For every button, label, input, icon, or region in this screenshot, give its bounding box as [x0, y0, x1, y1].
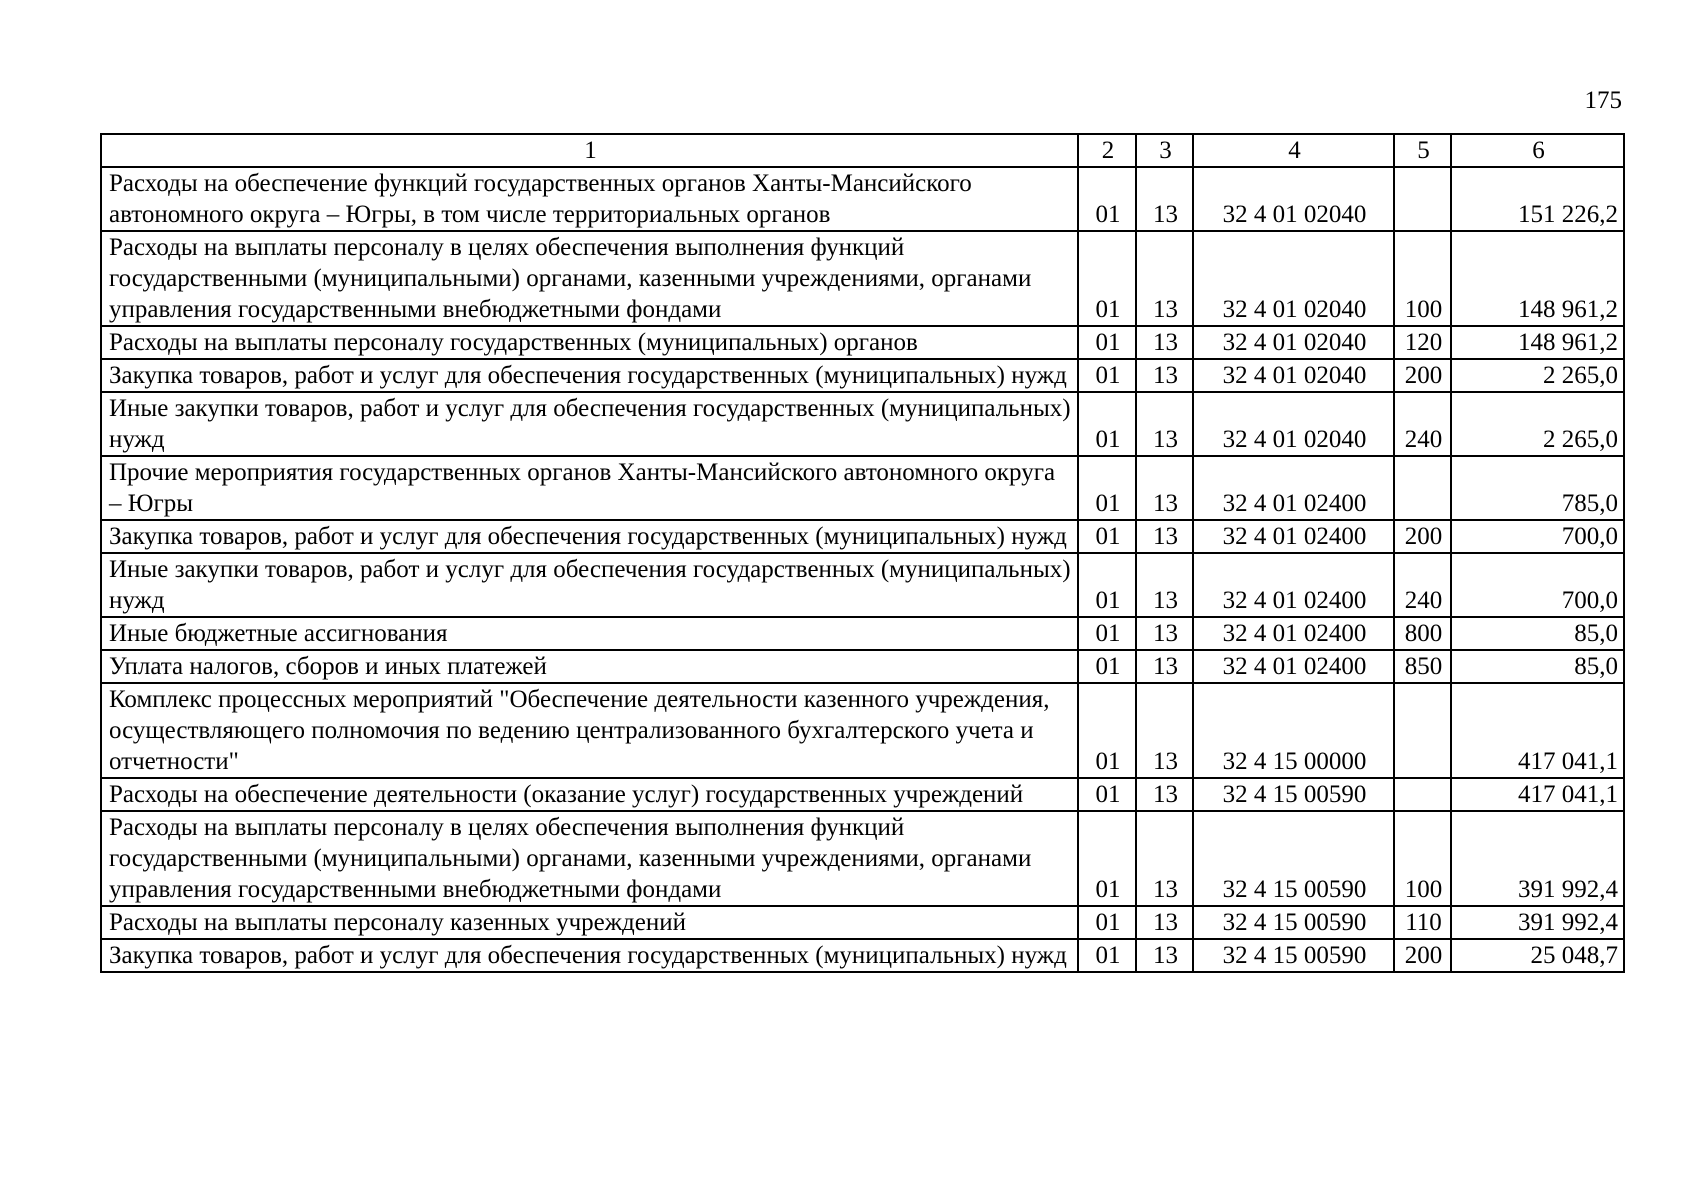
row-description: Иные бюджетные ассигнования — [101, 617, 1078, 650]
row-section: 01 — [1078, 939, 1136, 972]
budget-table — [100, 133, 1625, 973]
table-row — [101, 392, 1624, 456]
row-amount: 785,0 — [1451, 456, 1624, 520]
row-section: 01 — [1078, 650, 1136, 683]
row-amount: 417 041,1 — [1451, 778, 1624, 811]
column-header: 2 — [1078, 134, 1136, 167]
row-expense-type: 120 — [1394, 326, 1451, 359]
row-amount: 391 992,4 — [1451, 906, 1624, 939]
row-amount: 85,0 — [1451, 650, 1624, 683]
row-subsection: 13 — [1136, 650, 1193, 683]
row-target-article: 32 4 01 02400 — [1193, 456, 1394, 520]
row-amount: 25 048,7 — [1451, 939, 1624, 972]
table-row — [101, 456, 1624, 520]
row-section: 01 — [1078, 231, 1136, 326]
row-description: Расходы на выплаты персоналу казенных учреждений — [101, 906, 1078, 939]
table-row — [101, 617, 1624, 650]
row-expense-type — [1394, 683, 1451, 778]
row-expense-type — [1394, 167, 1451, 231]
row-subsection: 13 — [1136, 553, 1193, 617]
column-header: 3 — [1136, 134, 1193, 167]
row-section: 01 — [1078, 520, 1136, 553]
row-expense-type: 100 — [1394, 231, 1451, 326]
row-section: 01 — [1078, 392, 1136, 456]
table-row — [101, 326, 1624, 359]
row-section: 01 — [1078, 167, 1136, 231]
row-description: Расходы на выплаты персоналу государственных (муниципальных) органов — [101, 326, 1078, 359]
row-description: Прочие мероприятия государственных органов Ханты-Мансийского автономного округа – Югры — [101, 456, 1078, 520]
table-row — [101, 939, 1624, 972]
row-description: Расходы на выплаты персоналу в целях обеспечения выполнения функций государственными (муниципальными) органами, казенными учреждениями, органами управления государственными внебюджетными фондами — [101, 811, 1078, 906]
row-description: Расходы на обеспечение функций государственных органов Ханты-Мансийского автономного округа – Югры, в том числе территориальных органов — [101, 167, 1078, 231]
row-section: 01 — [1078, 553, 1136, 617]
table-row — [101, 683, 1624, 778]
row-amount: 700,0 — [1451, 520, 1624, 553]
row-target-article: 32 4 15 00000 — [1193, 683, 1394, 778]
table-row — [101, 811, 1624, 906]
row-description: Закупка товаров, работ и услуг для обеспечения государственных (муниципальных) нужд — [101, 520, 1078, 553]
table-row — [101, 231, 1624, 326]
row-expense-type: 240 — [1394, 553, 1451, 617]
row-expense-type — [1394, 778, 1451, 811]
row-subsection: 13 — [1136, 231, 1193, 326]
row-subsection: 13 — [1136, 906, 1193, 939]
row-subsection: 13 — [1136, 392, 1193, 456]
row-target-article: 32 4 01 02040 — [1193, 167, 1394, 231]
row-subsection: 13 — [1136, 167, 1193, 231]
row-amount: 85,0 — [1451, 617, 1624, 650]
table-row — [101, 906, 1624, 939]
page-number: 175 — [1584, 87, 1622, 114]
row-section: 01 — [1078, 359, 1136, 392]
row-amount: 148 961,2 — [1451, 326, 1624, 359]
row-section: 01 — [1078, 906, 1136, 939]
row-description: Расходы на обеспечение деятельности (оказание услуг) государственных учреждений — [101, 778, 1078, 811]
row-description: Комплекс процессных мероприятий "Обеспечение деятельности казенного учреждения, осуществляющего полномочия по ведению централизованного бухгалтерского учета и отчетности" — [101, 683, 1078, 778]
table-row — [101, 778, 1624, 811]
row-subsection: 13 — [1136, 326, 1193, 359]
row-description: Закупка товаров, работ и услуг для обеспечения государственных (муниципальных) нужд — [101, 939, 1078, 972]
column-header: 5 — [1394, 134, 1451, 167]
column-header: 4 — [1193, 134, 1394, 167]
row-amount: 700,0 — [1451, 553, 1624, 617]
row-amount: 417 041,1 — [1451, 683, 1624, 778]
row-section: 01 — [1078, 778, 1136, 811]
row-expense-type: 240 — [1394, 392, 1451, 456]
row-target-article: 32 4 01 02040 — [1193, 326, 1394, 359]
row-target-article: 32 4 15 00590 — [1193, 939, 1394, 972]
table-row — [101, 520, 1624, 553]
row-subsection: 13 — [1136, 359, 1193, 392]
row-subsection: 13 — [1136, 456, 1193, 520]
row-target-article: 32 4 01 02400 — [1193, 553, 1394, 617]
row-section: 01 — [1078, 811, 1136, 906]
row-amount: 391 992,4 — [1451, 811, 1624, 906]
row-description: Иные закупки товаров, работ и услуг для обеспечения государственных (муниципальных) нужд — [101, 392, 1078, 456]
row-target-article: 32 4 01 02040 — [1193, 359, 1394, 392]
row-description: Уплата налогов, сборов и иных платежей — [101, 650, 1078, 683]
row-expense-type: 100 — [1394, 811, 1451, 906]
row-target-article: 32 4 01 02400 — [1193, 617, 1394, 650]
row-amount: 2 265,0 — [1451, 359, 1624, 392]
row-target-article: 32 4 01 02400 — [1193, 650, 1394, 683]
table-row — [101, 359, 1624, 392]
row-target-article: 32 4 01 02400 — [1193, 520, 1394, 553]
row-section: 01 — [1078, 456, 1136, 520]
row-expense-type — [1394, 456, 1451, 520]
table-row — [101, 167, 1624, 231]
table-body — [101, 167, 1624, 972]
row-subsection: 13 — [1136, 939, 1193, 972]
row-expense-type: 850 — [1394, 650, 1451, 683]
row-section: 01 — [1078, 617, 1136, 650]
row-expense-type: 200 — [1394, 520, 1451, 553]
column-header: 6 — [1451, 134, 1624, 167]
row-target-article: 32 4 15 00590 — [1193, 778, 1394, 811]
row-amount: 151 226,2 — [1451, 167, 1624, 231]
row-expense-type: 110 — [1394, 906, 1451, 939]
row-subsection: 13 — [1136, 520, 1193, 553]
table-header-row — [101, 134, 1624, 167]
row-section: 01 — [1078, 683, 1136, 778]
row-expense-type: 200 — [1394, 359, 1451, 392]
row-expense-type: 800 — [1394, 617, 1451, 650]
row-description: Иные закупки товаров, работ и услуг для обеспечения государственных (муниципальных) нужд — [101, 553, 1078, 617]
table-row — [101, 553, 1624, 617]
row-target-article: 32 4 01 02040 — [1193, 392, 1394, 456]
row-target-article: 32 4 15 00590 — [1193, 811, 1394, 906]
row-target-article: 32 4 15 00590 — [1193, 906, 1394, 939]
row-amount: 148 961,2 — [1451, 231, 1624, 326]
row-description: Расходы на выплаты персоналу в целях обеспечения выполнения функций государственными (муниципальными) органами, казенными учреждениями, органами управления государственными внебюджетными фондами — [101, 231, 1078, 326]
row-amount: 2 265,0 — [1451, 392, 1624, 456]
row-subsection: 13 — [1136, 683, 1193, 778]
row-subsection: 13 — [1136, 778, 1193, 811]
row-section: 01 — [1078, 326, 1136, 359]
row-subsection: 13 — [1136, 617, 1193, 650]
row-expense-type: 200 — [1394, 939, 1451, 972]
column-header: 1 — [101, 134, 1078, 167]
table-row — [101, 650, 1624, 683]
row-description: Закупка товаров, работ и услуг для обеспечения государственных (муниципальных) нужд — [101, 359, 1078, 392]
row-subsection: 13 — [1136, 811, 1193, 906]
row-target-article: 32 4 01 02040 — [1193, 231, 1394, 326]
